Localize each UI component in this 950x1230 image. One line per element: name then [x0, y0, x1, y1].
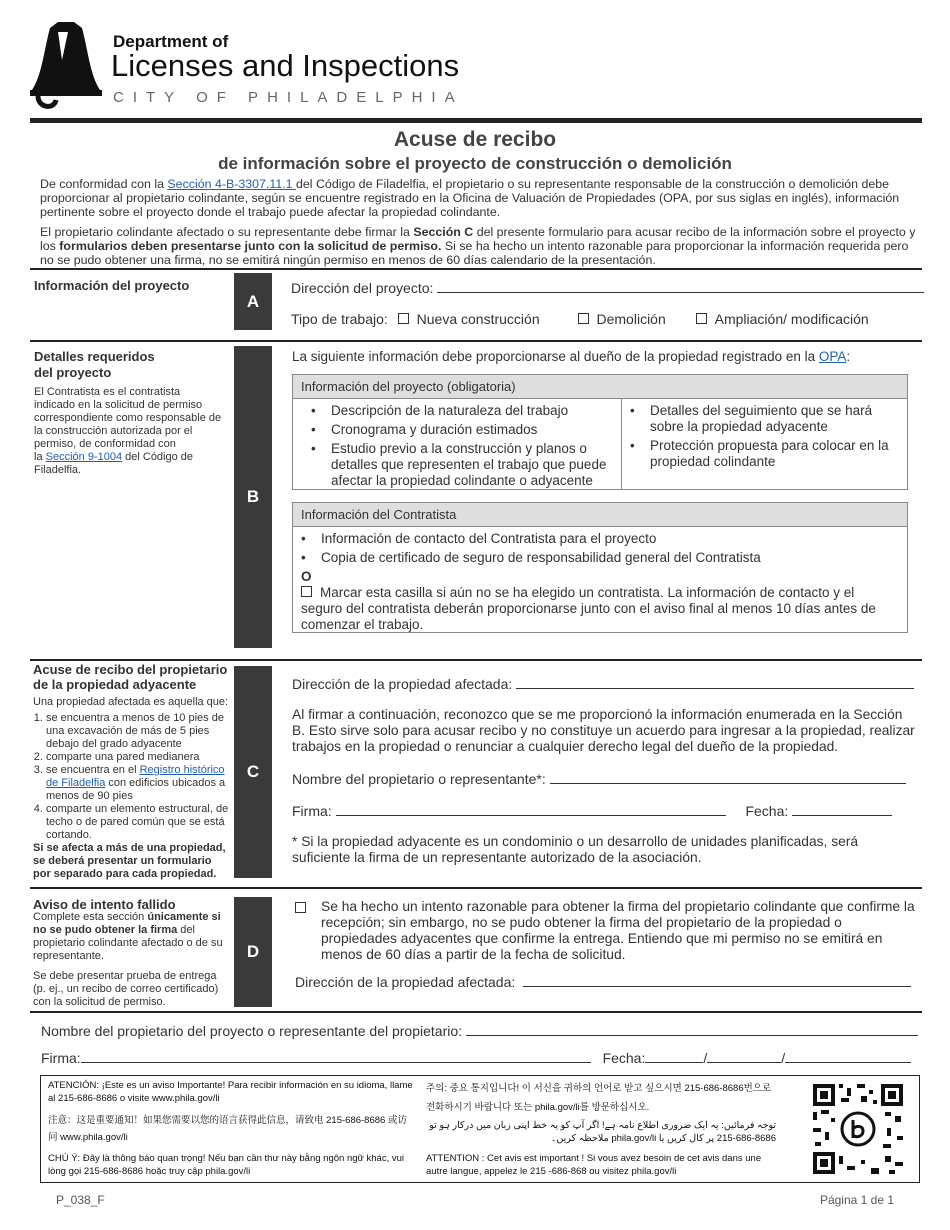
- opa-link[interactable]: OPA: [818, 349, 847, 364]
- section-d-letter: D: [234, 897, 272, 1007]
- section-d-desc2: Se debe presentar prueba de entrega (p. ej., un recibo de correo certificado) con la solicitud de permiso.: [33, 970, 219, 1008]
- list-item: • Información de contacto del Contratista para el proyecto: [301, 531, 899, 547]
- page-subtitle: de información sobre el proyecto de construcción o demolición: [218, 154, 732, 173]
- no-contractor-row: Marcar esta casilla si aún no se ha elegido un contratista. La información de contacto y el seguro del contratista deberán proporcionarse junto con el aviso final al menos 10 días antes de comenzar el trabajo.: [301, 585, 876, 632]
- section-a-title: Información del proyecto: [34, 278, 190, 293]
- section-a-rule: [30, 268, 922, 270]
- page-title: Acuse de recibo: [393, 128, 557, 151]
- d-attempt-checkbox[interactable]: [295, 902, 306, 913]
- section-b-intro: La siguiente información debe proporcionarse al dueño de la propiedad registrado en la OPA:: [292, 349, 851, 364]
- section-b-rule: [30, 340, 922, 342]
- contractor-info-header: Información del Contratista: [292, 502, 908, 527]
- c-owner-name-field[interactable]: [550, 771, 906, 784]
- list-item: 3. se encuentra en el Registro histórico de Filadelfia con edificios ubicados a menos de 90 pies: [46, 764, 230, 803]
- notice-ur: توجہ فرمائیں: یہ ایک ضروری اطلاع نامہ ہے! اگر آپ کو یہ خط اپنی زبان میں درکار ہو تو 8686-686-215 پر کال کریں یا phila.gov/li ملاحظہ کریں۔: [429, 1120, 776, 1144]
- project-address-row: Dirección del proyecto:: [291, 280, 924, 296]
- page-number: Página 1 de 1: [819, 1193, 894, 1207]
- section-c-note: Si se afecta a más de una propiedad, se deberá presentar un formulario por separado para cada propiedad.: [33, 842, 226, 880]
- dept-name: Licenses and Inspections: [111, 48, 460, 83]
- intro-paragraph-2: El propietario colindante afectado o su representante debe firmar la Sección C del presente formulario para acusar recibo de la información sobre el proyecto y los formularios deben presentarse junto con la solicitud de permiso. Si se ha hecho un intento razonable para proporcionar la información requerida pero no se pudo obtener una firma, no se emitirá ningún permiso en menos de 60 días calendario de la presentación.: [40, 225, 916, 267]
- list-item: • Detalles del seguimiento que se hará sobre la propiedad adyacente: [630, 403, 907, 435]
- list-item: 1. se encuentra a menos de 10 pies de una excavación de más de 5 pies debajo del grado adyacente: [46, 712, 230, 751]
- intro-paragraph-1: De conformidad con la Sección 4-B-3307.11.1 del Código de Filadelfia, el propietario o su representante responsable de la construcción o demolición debe proporcionar al propietario colindante, según se encuentre registrado en la Oficina de Valuación de Propiedades (OPA, por sus siglas en inglés), información pertinente sobre el proyecto donde el trabajo puede afectar la propiedad colindante.: [40, 177, 900, 219]
- bottom-owner-row: Nombre del propietario del proyecto o representante del propietario:: [41, 1023, 918, 1039]
- d-address-row: Dirección de la propiedad afectada:: [295, 974, 911, 990]
- notice-zh: 注意：这是重要通知！如果您需要以您的语言获得此信息，请致电 215-686-8686 或访问 www.phila.gov/li: [48, 1115, 407, 1143]
- demolition-checkbox[interactable]: [578, 313, 589, 324]
- alteration-checkbox[interactable]: [696, 313, 707, 324]
- section-c-letter: C: [234, 666, 272, 878]
- contractor-info-table: [292, 502, 908, 633]
- bottom-date-month[interactable]: [645, 1050, 703, 1063]
- c-footnote: * Si la propiedad adyacente es un condominio o un desarrollo de unidades planificadas, será suficiente la firma de un representante autorizado de la asociación.: [292, 834, 859, 865]
- new-construction-checkbox[interactable]: [398, 313, 409, 324]
- project-info-right: [622, 399, 907, 489]
- d-attempt-row: Se ha hecho un intento razonable para obtener la firma del propietario colindante que confirme la recepción; sin embargo, no se pudo obtener la firma del propietario de la propiedad o propiedades adyacentes que confirme la entrega. Entiendo que mi permiso no se emitirá en menos de 60 días a partir de la fecha de solicitud.: [295, 899, 915, 963]
- notice-es: ATENCIÓN: ¡Este es un aviso Importante! Para recibir información en su idioma, llame al 215-686-8686 o visite www.phila.gov/li: [48, 1080, 413, 1104]
- city-logo: [28, 20, 108, 110]
- form-id: P_038_F: [56, 1193, 105, 1207]
- section-a-letter: A: [234, 273, 272, 330]
- bottom-date-day[interactable]: [707, 1050, 781, 1063]
- d-affected-address-field[interactable]: [523, 974, 911, 987]
- language-notice-box: [40, 1075, 920, 1183]
- project-info-header: Información del proyecto (obligatoria): [292, 374, 908, 399]
- c-signature-row: Firma: Fecha:: [292, 803, 892, 819]
- section-d-title: Aviso de intento fallido: [33, 897, 176, 912]
- section-c-rule: [30, 659, 922, 661]
- bottom-signature-field[interactable]: [81, 1050, 591, 1063]
- bottom-signature-row: Firma: Fecha: / /: [41, 1050, 911, 1066]
- c-date-field[interactable]: [792, 803, 892, 816]
- bottom-date-year[interactable]: [785, 1050, 911, 1063]
- section-b-letter: B: [234, 346, 272, 648]
- notice-ko: 주의: 중요 통지입니다! 이 서신을 귀하의 언어로 받고 싶으시면 215-686-8686번으로 전화하시기 바랍니다 또는 phila.gov/li를 방문하십시오.: [426, 1083, 772, 1113]
- header-rule: [30, 118, 922, 123]
- historic-register-link[interactable]: Registro histórico de Filadelfia: [46, 764, 225, 789]
- work-type-row: Tipo de trabajo: Nueva construcción Demolición Ampliación/ modificación: [291, 311, 869, 327]
- bottom-rule: [30, 1011, 922, 1013]
- section-9-1004-link[interactable]: Sección 9-1004: [45, 451, 123, 463]
- project-info-table: [292, 374, 908, 490]
- list-item: • Estudio previo a la construcción y planos o detalles que representen el trabajo que puede afectar la propiedad colindante o adyacente: [311, 441, 621, 489]
- c-owner-row: Nombre del propietario o representante*:: [292, 771, 906, 787]
- affected-criteria-list: [20, 712, 230, 842]
- section-d-rule: [30, 887, 922, 889]
- list-item: • Copia de certificado de seguro de responsabilidad general del Contratista: [301, 550, 899, 566]
- no-contractor-checkbox[interactable]: [301, 586, 312, 597]
- list-item: 4. comparte un elemento estructural, de techo o de pared común que se está cortando.: [46, 803, 230, 842]
- or-label: O: [301, 569, 312, 584]
- c-affected-address-field[interactable]: [516, 676, 914, 689]
- list-item: • Protección propuesta para colocar en la propiedad colindante: [630, 438, 907, 470]
- section-c-lead: Una propiedad afectada es aquella que:: [33, 696, 229, 708]
- notice-vi: CHÚ Ý: Đây là thông báo quan trọng! Nếu bạn cần thư này bằng ngôn ngữ khác, vui lòng gọi 215-686-8686 hoặc truy cập phila.gov/li: [48, 1153, 405, 1177]
- qr-code-icon: [811, 1082, 905, 1176]
- dept-line: Department of: [113, 32, 229, 51]
- project-address-field[interactable]: [437, 280, 924, 293]
- section-d-desc: Complete esta sección únicamente si no se pudo obtener la firma del propietario colindante afectado o de su representante.: [33, 911, 223, 962]
- list-item: 2. comparte una pared medianera: [46, 751, 230, 764]
- list-item: • Cronograma y duración estimados: [311, 422, 621, 438]
- project-info-left: [293, 399, 622, 489]
- section-4b-link[interactable]: Sección 4-B-3307.11.1: [167, 177, 296, 191]
- liberty-bell-icon: [28, 20, 108, 110]
- city-name: CITY OF PHILADELPHIA: [113, 89, 464, 106]
- section-b-title: Detalles requeridos del proyecto: [34, 349, 155, 380]
- project-info-body: [292, 399, 908, 490]
- c-signature-field[interactable]: [336, 803, 726, 816]
- section-b-description: El Contratista es el contratista indicado en la solicitud de permiso correspondiente como responsable de la construcción autorizada por el permiso, de conformidad con la Sección 9-1004 del Código de Filadelfia.: [34, 386, 222, 476]
- list-item: • Descripción de la naturaleza del trabajo: [311, 403, 621, 419]
- bottom-owner-name-field[interactable]: [466, 1023, 918, 1036]
- notice-fr: ATTENTION : Cet avis est important ! Si vous avez besoin de cet avis dans une autre langue, appelez le 215 -686-868 ou visitez phila.gov/li: [426, 1153, 762, 1177]
- c-address-row: Dirección de la propiedad afectada:: [292, 676, 914, 692]
- c-statement: Al firmar a continuación, reconozco que se me proporcionó la información enumerada en la Sección B. Esto sirve solo para acusar recibo y no constituye un acuerdo para ingresar a la propiedad, realizar trabajos en la propiedad o renunciar a cualquier derecho legal del dueño de la propiedad.: [292, 707, 915, 754]
- contractor-info-body: [292, 527, 908, 633]
- section-c-title: Acuse de recibo del propietario de la propiedad adyacente: [33, 662, 228, 692]
